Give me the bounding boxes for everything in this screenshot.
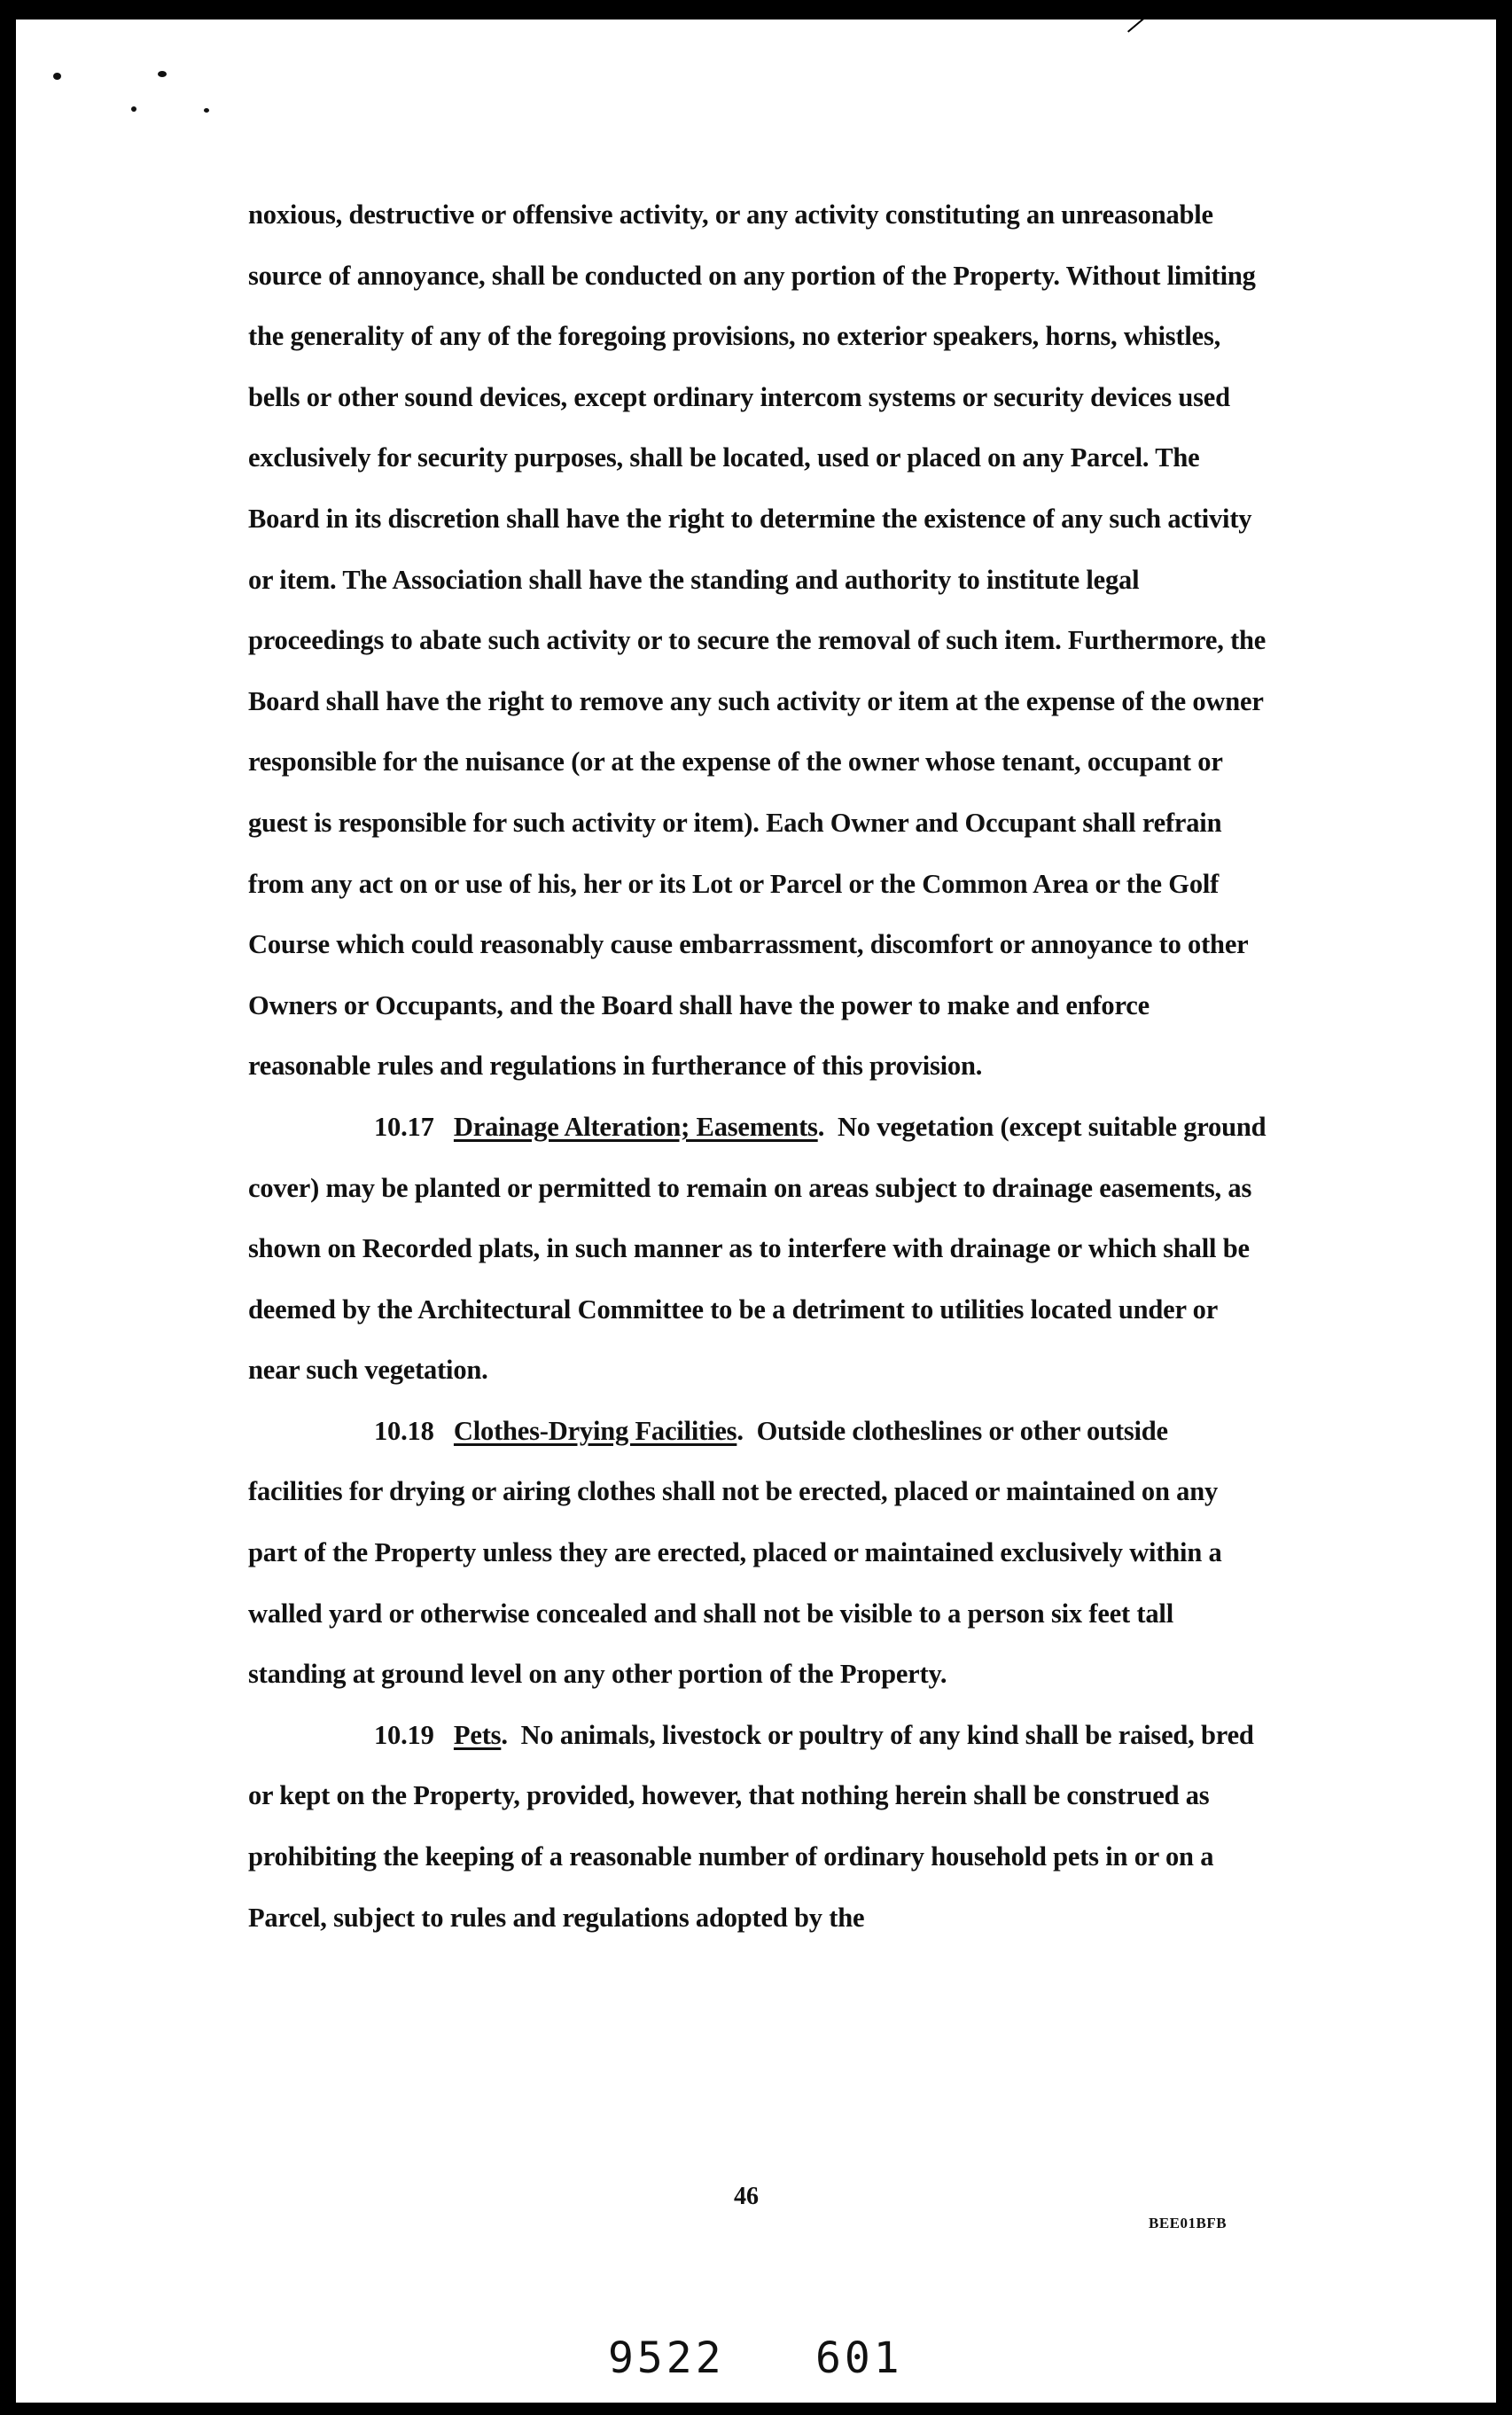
paragraph-text: noxious, destructive or offensive activity, or any activity constituting an unreasonable source of annoyance, shall be conducted on any portion of the Property. Without limiting the generality of any of the foregoing provisions, no exterior speakers, horns, whistles, bells or other sound devices, except ordinary intercom systems or security devices used exclusively for security purposes, shall be located, used or placed on any Parcel. The Board in its discretion shall have the right to determine the existence of any such activity or item. The Association shall have the standing and authority to institute legal proceedings to abate such activity or to secure the removal of such item. Furthermore, the Board shall have the right to remove any such activity or item at the expense of the owner responsible for the nuisance (or at the expense of the owner whose tenant, occupant or guest is responsible for such activity or item). Each Owner and Occupant shall refrain from any act on or use of his, her or its Lot or Parcel or the Common Area or the Golf Course which could reasonably cause embarrassment, discomfort or annoyance to other Owners or Occupants, and the Board shall have the power to make and enforce reasonable rules and regulations in furtherance of this provision. xyxy=(248,199,1266,1082)
document-page xyxy=(16,20,1496,2403)
section-text: No vegetation (except suitable ground cover) may be planted or permitted to remain on areas subject to drainage easements, as shown on Recorded plats, in such manner as to interfere with drainage or which shall be deemed by the Architectural Committee to be a detriment to utilities located under or near such vegetation. xyxy=(248,1111,1266,1386)
section-heading: Pets xyxy=(453,1719,502,1750)
section-heading: Clothes-Drying Facilities xyxy=(453,1415,737,1446)
paragraph-nuisance xyxy=(248,184,1267,1097)
scan-speck xyxy=(131,106,136,112)
section-10-17: 10.17 Drainage Alteration; Easements. No vegetation (except suitable ground cover) may be planted or permitted to remain on areas subject to drainage easements, as shown on Recorded plats, in such manner as to interfere with drainage or which shall be deemed by the Architectural Committee to be a detriment to utilities located under or near such vegetation. xyxy=(248,1111,1266,1386)
scan-mark xyxy=(1127,20,1156,33)
section-number: 10.19 xyxy=(374,1719,434,1750)
document-code: BEE01BFB xyxy=(1149,2215,1228,2231)
section-number: 10.17 xyxy=(374,1111,434,1142)
recording-stamp-left: 9522 xyxy=(608,2333,725,2383)
section-10-18: 10.18 Clothes-Drying Facilities. Outside clotheslines or other outside facilities for drying or airing clothes shall not be erected, placed or maintained on any part of the Property unless they are erected, placed or maintained exclusively within a walled yard or otherwise concealed and shall not be visible to a person six feet tall standing at ground level on any other portion of the Property. xyxy=(248,1415,1222,1690)
scan-speck xyxy=(204,108,209,113)
section-text: No animals, livestock or poultry of any kind shall be raised, bred or kept on the Property, provided, however, that nothing herein shall be construed as prohibiting the keeping of a reasonable number of ordinary household pets in or on a Parcel, subject to rules and regulations adopted by the xyxy=(248,1719,1254,1933)
recording-stamp-right: 601 xyxy=(815,2333,903,2383)
page-number: 46 xyxy=(734,2183,759,2210)
scan-speck xyxy=(158,71,167,77)
section-text: Outside clotheslines or other outside facilities for drying or airing clothes shall not be erected, placed or maintained on any part of the Property unless they are erected, placed or maintained exclusively within a walled yard or otherwise concealed and shall not be visible to a person six feet tall standing at ground level on any other portion of the Property. xyxy=(248,1415,1222,1690)
section-10-19: 10.19 Pets. No animals, livestock or poultry of any kind shall be raised, bred or kept on the Property, provided, however, that nothing herein shall be construed as prohibiting the keeping of a reasonable number of ordinary household pets in or on a Parcel, subject to rules and regulations adopted by the xyxy=(248,1719,1254,1933)
section-heading: Drainage Alteration; Easements xyxy=(453,1111,818,1142)
scan-speck xyxy=(53,73,61,80)
section-number: 10.18 xyxy=(374,1415,434,1446)
document-body xyxy=(248,184,1267,1948)
